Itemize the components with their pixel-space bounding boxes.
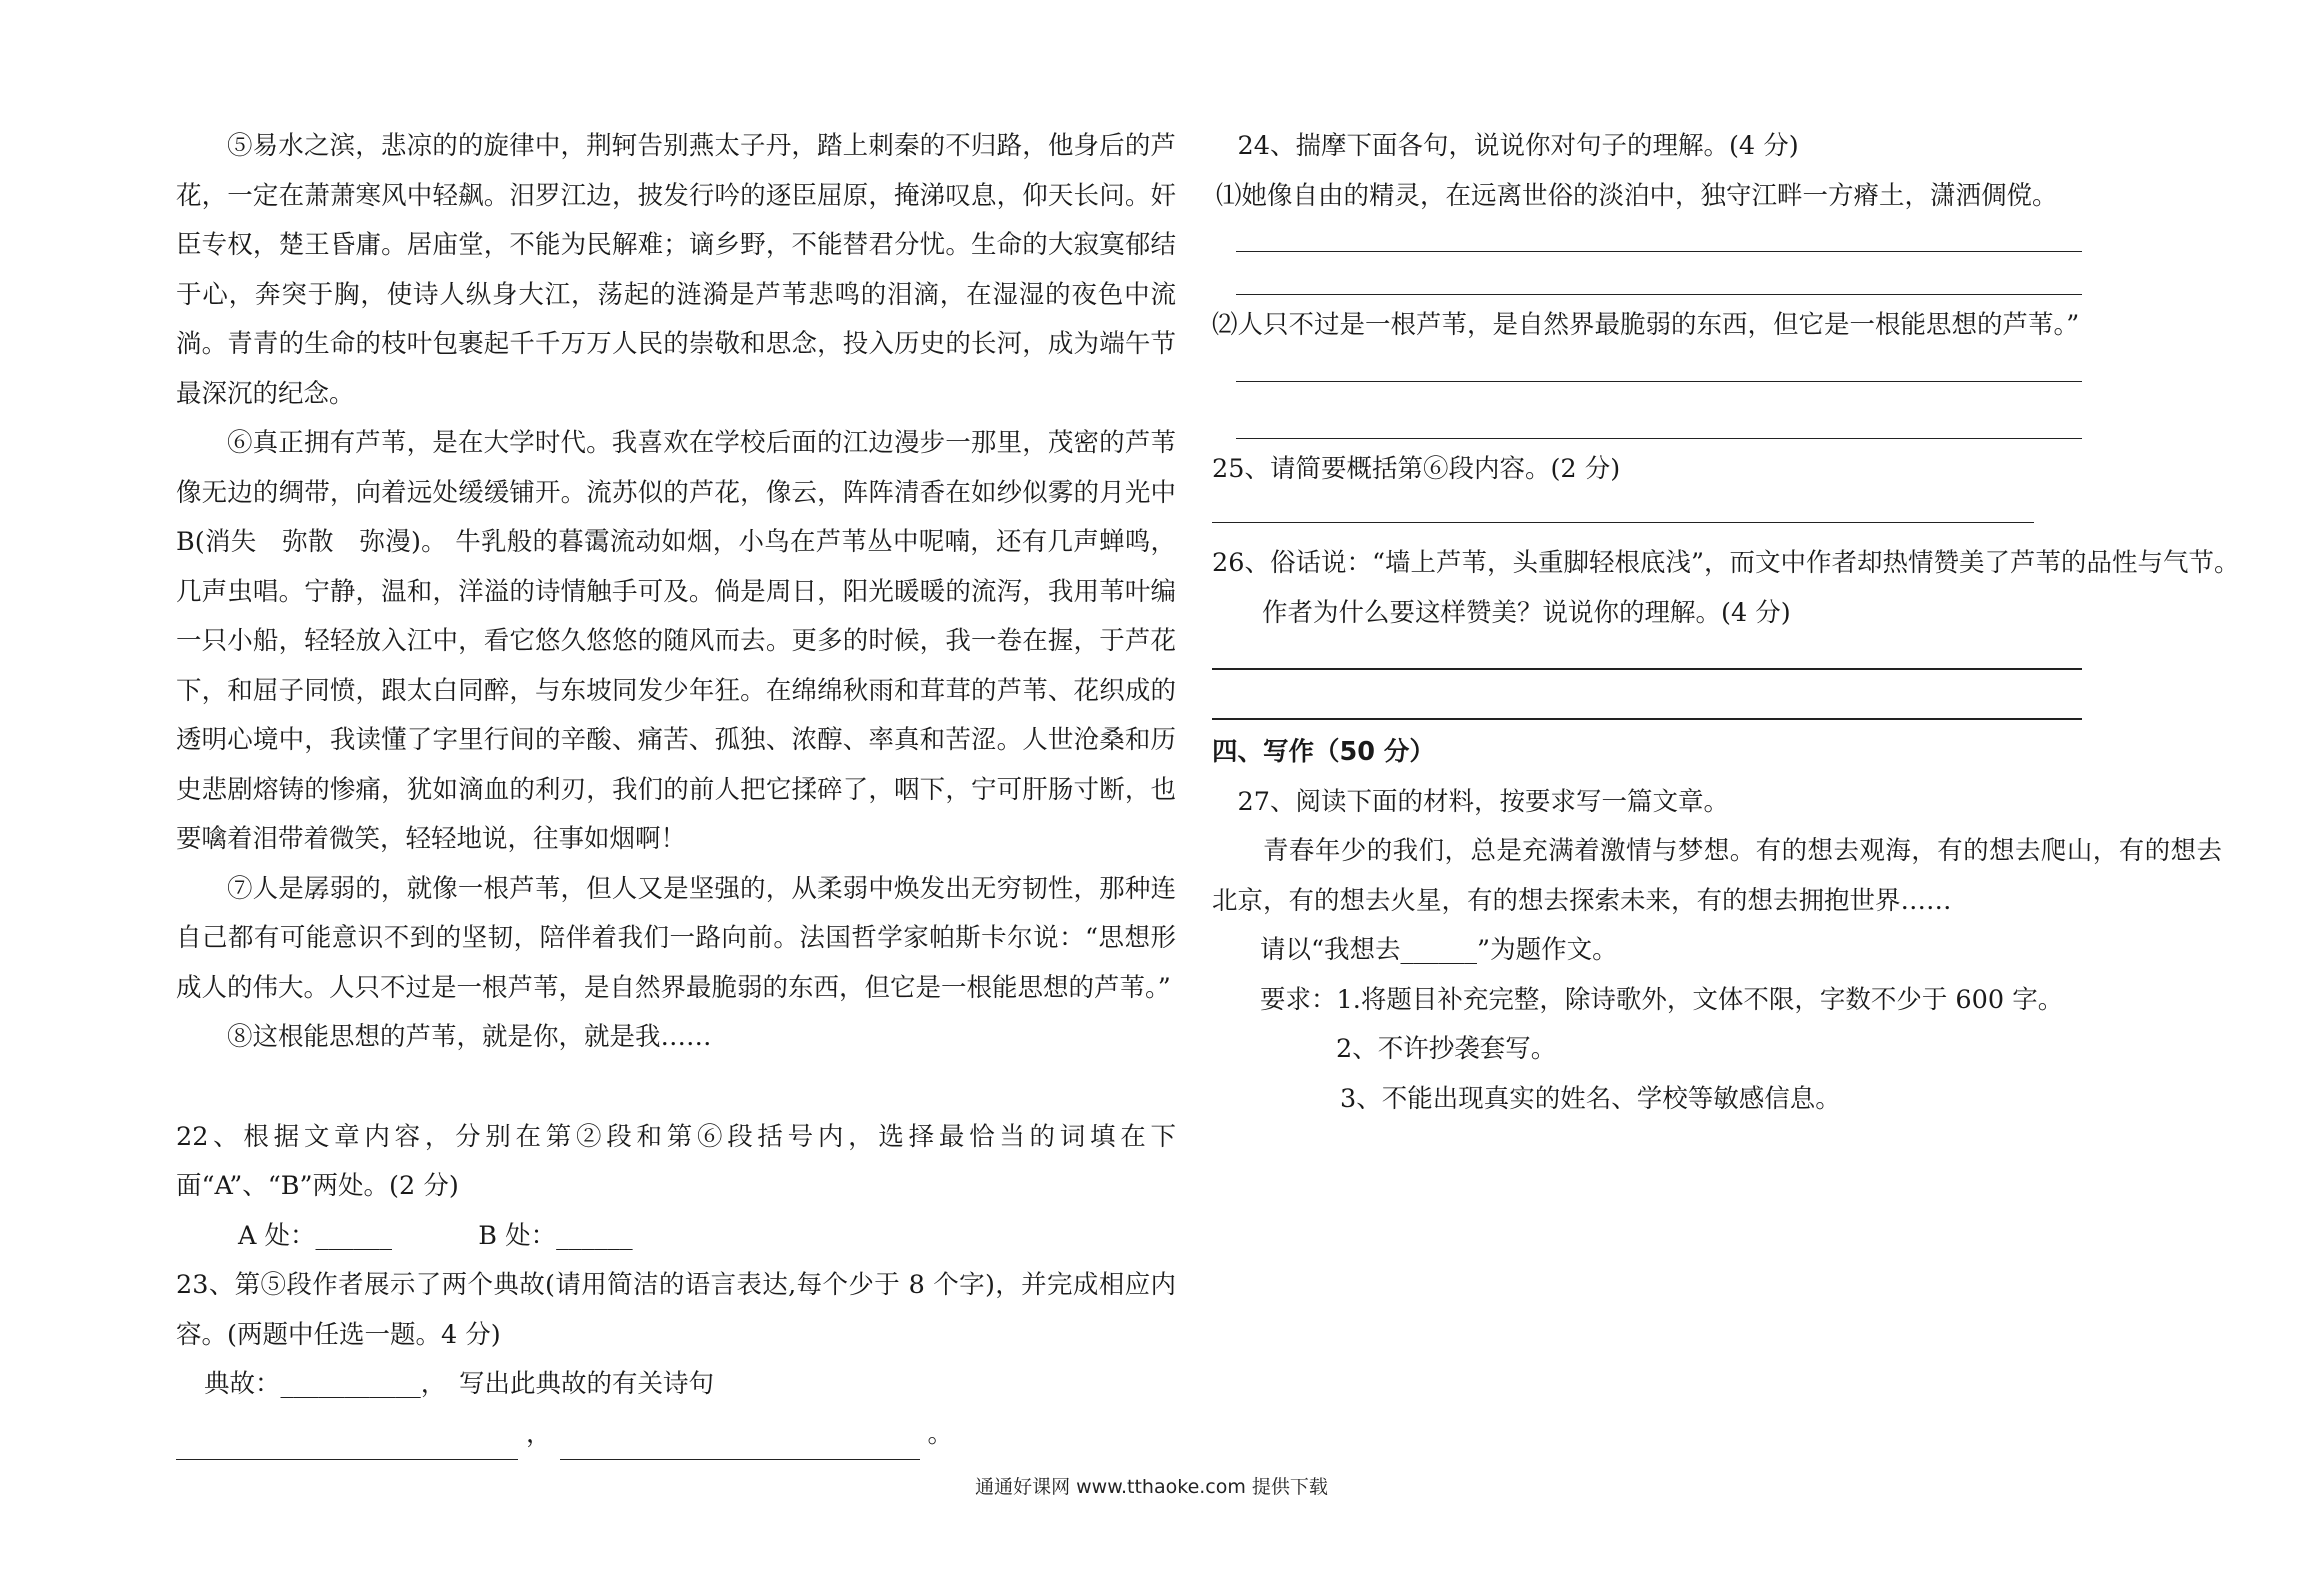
poem-line-1[interactable] bbox=[176, 1429, 518, 1460]
paragraph-7: ⑦人是孱弱的，就像一根芦苇，但人又是坚强的，从柔弱中焕发出无穷韧性，那种连自己都有可能意识不到的坚韧，陪伴着我们一路向前。法国哲学家帕斯卡尔说：“思想形成人的伟大。人只不过是一根芦苇，是自然界最脆弱的东西，但它是一根能思想的芦苇。” bbox=[176, 873, 1176, 1003]
section-heading-writing: 四、写作（50 分） bbox=[1212, 737, 1435, 767]
writing-material: 青春年少的我们，总是充满着激情与梦想。有的想去观海，有的想去爬山，有的想去北京，有的想去火星，有的想去探索未来，有的想去拥抱世界…… bbox=[1212, 836, 2222, 916]
question-23-allusion: 典故：___________， 写出此典故的有关诗句 bbox=[204, 1369, 715, 1399]
answer-line-25[interactable] bbox=[1212, 494, 2034, 523]
question-26: 26、俗话说：“墙上芦苇，头重脚轻根底浅”，而文中作者却热情赞美了芦苇的品性与气节。 bbox=[1212, 548, 2240, 578]
comma: ， bbox=[526, 1419, 552, 1449]
question-23-lines bbox=[176, 1410, 1176, 1460]
question-22: 22、根据文章内容，分别在第②段和第⑥段括号内，选择最恰当的词填在下面“A”、“B”两处。(2 分) bbox=[176, 1121, 1176, 1201]
paragraph-6: ⑥真正拥有芦苇，是在大学时代。我喜欢在学校后面的江边漫步一那里，茂密的芦苇像无边的绸带，向着远处缓缓铺开。流苏似的芦花，像云，阵阵清香在如纱似雾的月光中 B(消失 弥散 弥漫)。 牛乳般的暮霭流动如烟，小鸟在芦苇丛中呢喃，还有几声蝉鸣，几声虫唱。宁静，温和，洋溢的诗情触手可及。倘是周日，阳光暖暖的流泻，我用苇叶编一只小船，轻轻放入江中，看它悠久悠悠的随风而去。更多的时候，我一卷在握，于芦花下，和屈子同愤，跟太白同醉，与东坡同发少年狂。在绵绵秋雨和茸茸的芦苇、花织成的透明心境中，我读懂了字里行间的辛酸、痛苦、孤独、浓醇、率真和苦涩。人世沧桑和历史悲剧熔铸的惨痛，犹如滴血的利刃，我们的前人把它揉碎了，咽下，宁可肝肠寸断，也要噙着泪带着微笑，轻轻地说，往事如烟啊！ bbox=[176, 428, 1202, 854]
question-25: 25、请简要概括第⑥段内容。(2 分) bbox=[1212, 453, 1621, 484]
paragraph-5: ⑤易水之滨，悲凉的的旋律中，荆轲告别燕太子丹，踏上刺秦的不归路，他身后的芦花，一定在萧萧寒风中轻飙。汨罗江边，披发行吟的逐臣屈原，掩涕叹息，仰天长问。奸臣专权，楚王昏庸。居庙堂，不能为民解难；谪乡野，不能替君分忧。生命的大寂寞郁结于心，奔突于胸，使诗人纵身大江，荡起的涟漪是芦苇悲鸣的泪滴，在湿湿的夜色中流淌。青青的生命的枝叶包裹起千千万万人民的崇敬和思念，投入历史的长河，成为端午节最深沉的纪念。 bbox=[176, 131, 1176, 409]
question-24: 24、揣摩下面各句，说说你对句子的理解。(4 分) bbox=[1237, 131, 1799, 161]
answer-line-24-1a[interactable] bbox=[1236, 221, 2082, 252]
answer-line-24-2a[interactable] bbox=[1236, 351, 2082, 382]
poem-line-2[interactable] bbox=[560, 1429, 920, 1460]
requirement-2: 2、不许抄袭套写。 bbox=[1336, 1034, 1557, 1064]
answer-b-blank[interactable]: B 处：______ bbox=[478, 1220, 633, 1251]
question-27: 27、阅读下面的材料，按要求写一篇文章。 bbox=[1237, 786, 1729, 817]
spacer bbox=[176, 1063, 1176, 1113]
question-23: 23、第⑤段作者展示了两个典故(请用简洁的语言表达,每个少于 8 个字)，并完成相应内容。(两题中任选一题。4 分) bbox=[176, 1270, 1176, 1350]
left-column bbox=[176, 122, 1202, 1460]
requirement-1: 要求：1.将题目补充完整，除诗歌外，文体不限，字数不少于 600 字。 bbox=[1260, 984, 2064, 1015]
requirement-3: 3、不能出现真实的姓名、学校等敏感信息。 bbox=[1340, 1083, 1841, 1114]
footer-source: 通通好课网 www.tthaoke.com 提供下载 bbox=[975, 1476, 1328, 1498]
answer-line-24-1b[interactable] bbox=[1236, 252, 2082, 295]
answer-a-blank[interactable]: A 处：______ bbox=[238, 1220, 393, 1251]
question-22-answers bbox=[176, 1212, 1176, 1262]
question-24-2: ⑵人只不过是一根芦苇，是自然界最脆弱的东西，但它是一根能思想的芦苇。” bbox=[1212, 310, 2080, 340]
writing-prompt: 请以“我想去______”为题作文。 bbox=[1260, 935, 1618, 965]
right-column bbox=[1212, 122, 2240, 1124]
question-26-b: 作者为什么要这样赞美？说说你的理解。(4 分) bbox=[1262, 597, 1791, 628]
paragraph-8: ⑧这根能思想的芦苇，就是你，就是我…… bbox=[227, 1022, 712, 1052]
answer-line-26a[interactable] bbox=[1212, 638, 2082, 670]
period: 。 bbox=[927, 1419, 954, 1449]
answer-line-24-2b[interactable] bbox=[1236, 382, 2082, 439]
answer-line-26b[interactable] bbox=[1212, 670, 2082, 720]
question-24-1: ⑴她像自由的精灵，在远离世俗的淡泊中，独守江畔一方瘠土，潇洒倜傥。 bbox=[1216, 180, 2058, 211]
